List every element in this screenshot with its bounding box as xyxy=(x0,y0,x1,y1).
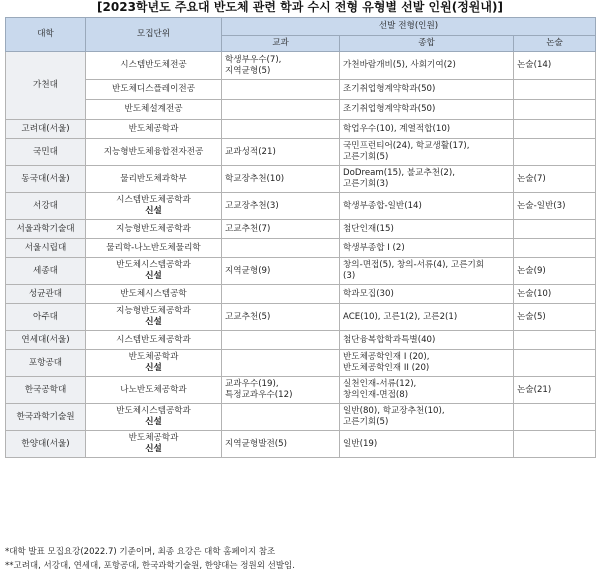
unit-name: 지능형반도체융합전자전공 xyxy=(103,146,204,157)
unit-name: 시스템반도체공학과 xyxy=(116,334,191,345)
table-row xyxy=(6,52,596,80)
table-row xyxy=(6,350,596,377)
unit-cell xyxy=(86,52,222,80)
table-row xyxy=(6,139,596,166)
unit-cell xyxy=(86,120,222,139)
essay-cell xyxy=(514,239,596,258)
unit-name: 반도체공학과 xyxy=(128,352,179,362)
essay-cell: 논술(14) xyxy=(514,52,596,80)
table-row xyxy=(6,404,596,431)
table-row xyxy=(6,120,596,139)
table-row xyxy=(6,100,596,120)
header-subject: 교과 xyxy=(222,36,340,52)
unit-cell xyxy=(86,350,222,377)
subject-cell xyxy=(222,285,340,304)
unit-cell xyxy=(86,331,222,350)
unit-name: 물리학-나노반도체물리학 xyxy=(106,242,201,253)
subject-cell: 교과우수(19), 특정교과우수(12) xyxy=(222,377,340,404)
unit-cell xyxy=(86,431,222,458)
university-cell: 세종대 xyxy=(6,258,86,285)
subject-cell xyxy=(222,239,340,258)
unit-cell xyxy=(86,220,222,239)
comprehensive-cell: 학업우수(10), 계열적합(10) xyxy=(340,120,514,139)
subject-cell xyxy=(222,350,340,377)
subject-cell xyxy=(222,404,340,431)
unit-cell xyxy=(86,193,222,220)
university-cell: 연세대(서울) xyxy=(6,331,86,350)
table-row xyxy=(6,285,596,304)
comprehensive-cell: 실천인재-서류(12), 창의인재-면접(8) xyxy=(340,377,514,404)
subject-cell: 학생부우수(7), 지역균형(5) xyxy=(222,52,340,80)
unit-name: 반도체공학과 xyxy=(128,123,179,134)
university-cell: 서강대 xyxy=(6,193,86,220)
subject-cell xyxy=(222,80,340,100)
unit-name: 물리반도체과학부 xyxy=(120,173,187,184)
comprehensive-cell: 첨단융복합학과특별(40) xyxy=(340,331,514,350)
essay-cell xyxy=(514,331,596,350)
table-row xyxy=(6,258,596,285)
essay-cell: 논술(7) xyxy=(514,166,596,193)
unit-cell xyxy=(86,404,222,431)
new-badge: 신설 xyxy=(145,444,162,454)
table-row xyxy=(6,80,596,100)
comprehensive-cell: ACE(10), 고른1(2), 고른2(1) xyxy=(340,304,514,331)
subject-cell xyxy=(222,100,340,120)
university-cell: 서울과학기술대 xyxy=(6,220,86,239)
subject-cell: 지역균형(9) xyxy=(222,258,340,285)
unit-cell xyxy=(86,100,222,120)
new-badge: 신설 xyxy=(145,363,162,373)
footnote: **고려대, 서강대, 연세대, 포항공대, 한국과학기술원, 한양대는 정원외 선발임. xyxy=(5,561,295,571)
unit-name: 나노반도체공학과 xyxy=(120,384,187,395)
comprehensive-cell: 조기취업형계약학과(50) xyxy=(340,100,514,120)
subject-cell: 고교추천(5) xyxy=(222,304,340,331)
unit-name: 시스템반도체공학과 xyxy=(116,195,191,205)
comprehensive-cell: 일반(80), 학교장추천(10), 고른기회(5) xyxy=(340,404,514,431)
comprehensive-cell: 조기취업형계약학과(50) xyxy=(340,80,514,100)
unit-cell xyxy=(86,258,222,285)
unit-cell xyxy=(86,166,222,193)
new-badge: 신설 xyxy=(145,271,162,281)
university-cell: 한국공학대 xyxy=(6,377,86,404)
header-unit: 모집단위 xyxy=(86,18,222,52)
comprehensive-cell: 가천바람개비(5), 사회기여(2) xyxy=(340,52,514,80)
table-body xyxy=(6,52,596,458)
unit-cell xyxy=(86,80,222,100)
subject-cell: 교과성적(21) xyxy=(222,139,340,166)
unit-cell xyxy=(86,285,222,304)
university-cell: 아주대 xyxy=(6,304,86,331)
table-row xyxy=(6,193,596,220)
unit-name: 반도체시스템공학 xyxy=(120,288,187,299)
comprehensive-cell: DoDream(15), 불교추천(2), 고른기회(3) xyxy=(340,166,514,193)
unit-cell xyxy=(86,139,222,166)
essay-cell xyxy=(514,80,596,100)
header-essay: 논술 xyxy=(514,36,596,52)
footnote: *대학 발표 모집요강(2022.7) 기준이며, 최종 요강은 대학 홈페이지 참조 xyxy=(5,547,276,557)
unit-name: 반도체공학과 xyxy=(128,433,179,443)
unit-name: 시스템반도체전공 xyxy=(120,60,187,70)
subject-cell: 고교장추천(3) xyxy=(222,193,340,220)
university-cell: 동국대(서울) xyxy=(6,166,86,193)
table-row xyxy=(6,431,596,458)
table-row xyxy=(6,220,596,239)
subject-cell: 학교장추천(10) xyxy=(222,166,340,193)
essay-cell xyxy=(514,404,596,431)
essay-cell xyxy=(514,120,596,139)
unit-cell xyxy=(86,377,222,404)
comprehensive-cell: 학과모집(30) xyxy=(340,285,514,304)
university-cell: 고려대(서울) xyxy=(6,120,86,139)
essay-cell: 논술(10) xyxy=(514,285,596,304)
university-cell: 성균관대 xyxy=(6,285,86,304)
unit-name: 지능형반도체공학과 xyxy=(116,306,191,316)
new-badge: 신설 xyxy=(145,317,162,327)
essay-cell xyxy=(514,350,596,377)
table-row xyxy=(6,166,596,193)
essay-cell xyxy=(514,431,596,458)
essay-cell: 논술(5) xyxy=(514,304,596,331)
university-cell: 한국과학기술원 xyxy=(6,404,86,431)
comprehensive-cell: 첨단인재(15) xyxy=(340,220,514,239)
essay-cell: 논술(9) xyxy=(514,258,596,285)
unit-name: 반도체시스템공학과 xyxy=(116,260,191,270)
new-badge: 신설 xyxy=(145,417,162,427)
essay-cell xyxy=(514,100,596,120)
subject-cell: 지역균형발전(5) xyxy=(222,431,340,458)
table-row xyxy=(6,377,596,404)
table-title: [2023학년도 주요대 반도체 관련 학과 수시 전형 유형별 선발 인원(정원내)] xyxy=(97,0,503,14)
essay-cell: 논술-일반(3) xyxy=(514,193,596,220)
university-cell: 한양대(서울) xyxy=(6,431,86,458)
subject-cell xyxy=(222,120,340,139)
unit-name: 반도체디스플레이전공 xyxy=(111,84,196,94)
essay-cell xyxy=(514,220,596,239)
comprehensive-cell: 학생부종합-일반(14) xyxy=(340,193,514,220)
header-selection: 선발 전형(인원) xyxy=(222,18,596,36)
admissions-table xyxy=(5,17,596,458)
university-cell: 서울시립대 xyxy=(6,239,86,258)
unit-name: 지능형반도체공학과 xyxy=(116,223,191,234)
unit-name: 반도체설계전공 xyxy=(124,104,183,114)
university-cell: 가천대 xyxy=(6,52,86,120)
unit-cell xyxy=(86,304,222,331)
university-cell: 국민대 xyxy=(6,139,86,166)
comprehensive-cell: 반도체공학인재 I (20), 반도체공학인재 II (20) xyxy=(340,350,514,377)
new-badge: 신설 xyxy=(145,206,162,216)
table-row xyxy=(6,331,596,350)
table-row xyxy=(6,304,596,331)
header-comprehensive: 종합 xyxy=(340,36,514,52)
subject-cell xyxy=(222,331,340,350)
header-university: 대학 xyxy=(6,18,86,52)
unit-name: 반도체시스템공학과 xyxy=(116,406,191,416)
unit-cell xyxy=(86,239,222,258)
footnotes xyxy=(5,545,295,573)
university-cell: 포항공대 xyxy=(6,350,86,377)
comprehensive-cell: 창의-면접(5), 창의-서류(4), 고른기회 (3) xyxy=(340,258,514,285)
comprehensive-cell: 국민프런티어(24), 학교생활(17), 고른기회(5) xyxy=(340,139,514,166)
subject-cell: 고교추천(7) xyxy=(222,220,340,239)
table-row xyxy=(6,239,596,258)
comprehensive-cell: 일반(19) xyxy=(340,431,514,458)
essay-cell xyxy=(514,139,596,166)
comprehensive-cell: 학생부종합 I (2) xyxy=(340,239,514,258)
essay-cell: 논술(21) xyxy=(514,377,596,404)
